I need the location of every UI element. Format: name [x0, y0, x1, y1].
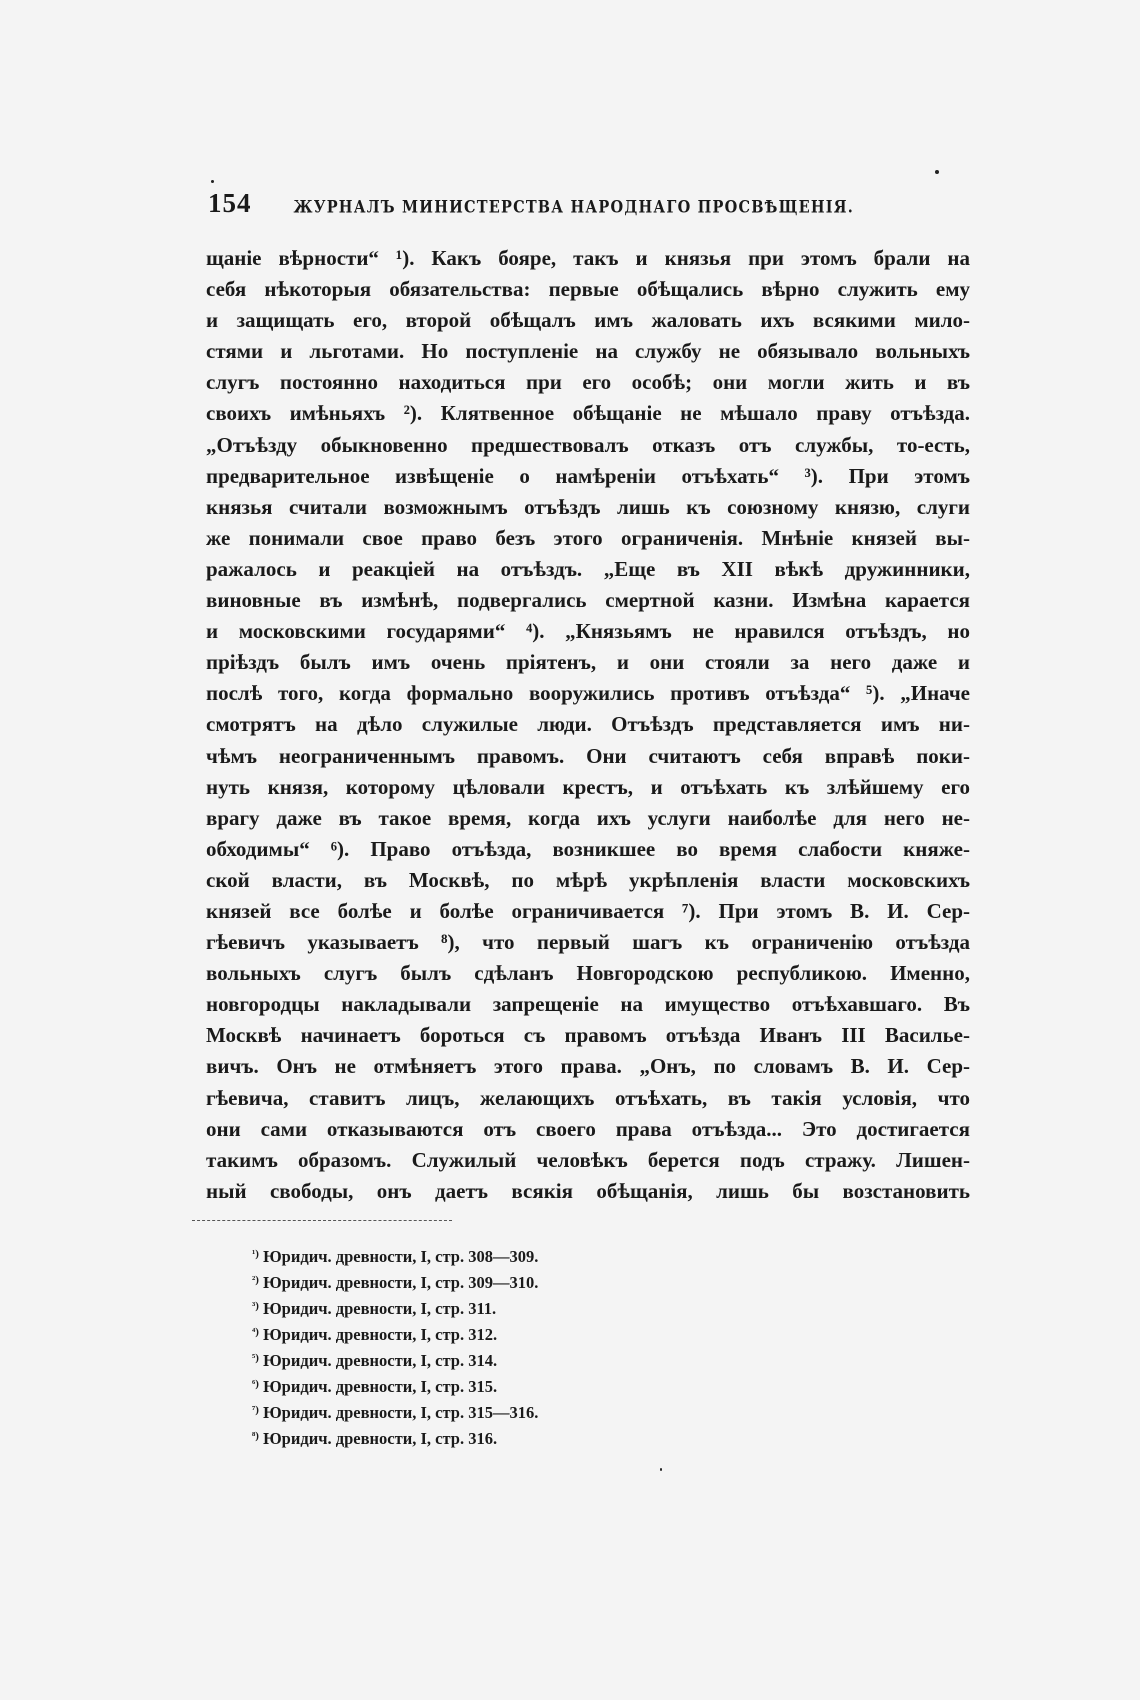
body-line: они сами отказываются отъ своего права отъѣзда... Это достигается [206, 1116, 970, 1141]
body-line: врагу даже въ такое время, когда ихъ услуги наиболѣе для него не- [206, 805, 970, 830]
footnote-text: Юридич. древности, I, стр. 311. [263, 1299, 497, 1318]
footnote-text: Юридич. древности, I, стр. 315—316. [263, 1403, 539, 1422]
body-line: себя нѣкоторыя обязательства: первые обѣщались вѣрно служить ему [206, 277, 970, 302]
body-line: вичъ. Онъ не отмѣняетъ этого права. „Онъ, по словамъ В. И. Сер- [206, 1054, 970, 1079]
footnote [252, 1397, 652, 1423]
footnote-mark: ⁶) [252, 1378, 259, 1390]
body-line: ражалось и реакціей на отъѣздъ. „Еще въ XII вѣкѣ дружинники, [206, 556, 970, 581]
body-line: своихъ имѣньяхъ ²). Клятвенное обѣщаніе не мѣшало праву отъѣзда. [206, 401, 970, 426]
body-line: вольныхъ слугъ былъ сдѣланъ Новгородскою республикою. Именно, [206, 961, 970, 986]
body-line: чѣмъ неограниченнымъ правомъ. Они считаютъ себя вправѣ поки- [206, 743, 970, 768]
body-text [206, 243, 970, 1207]
page-number: 154 [208, 188, 252, 218]
body-line: ской власти, въ Москвѣ, по мѣрѣ укрѣпленія власти московскихъ [206, 867, 970, 892]
footnote-text: Юридич. древности, I, стр. 308—309. [263, 1247, 539, 1266]
footnote-mark: ³) [252, 1300, 259, 1312]
footnote [252, 1345, 652, 1371]
body-line: новгородцы накладывали запрещеніе на имущество отъѣхавшаго. Въ [206, 992, 970, 1017]
body-line: и защищать его, второй обѣщалъ имъ жаловать ихъ всякими мило- [206, 308, 970, 333]
footnote-text: Юридич. древности, I, стр. 309—310. [263, 1273, 539, 1292]
footnote [252, 1241, 652, 1267]
footnote-text: Юридич. древности, I, стр. 314. [263, 1351, 498, 1370]
body-line: „Отъѣзду обыкновенно предшествовалъ отказъ отъ службы, то-есть, [206, 432, 970, 457]
footnote-text: Юридич. древности, I, стр. 315. [263, 1377, 498, 1396]
footnote-text: Юридич. древности, I, стр. 312. [263, 1325, 498, 1344]
ink-speck [935, 170, 939, 174]
footnote-mark: ²) [252, 1274, 259, 1286]
body-line: предварительное извѣщеніе о намѣреніи отъѣхать“ ³). При этомъ [206, 463, 970, 488]
footnote [252, 1423, 652, 1449]
footnote-mark: ⁵) [252, 1352, 259, 1364]
body-line: послѣ того, когда формально вооружились противъ отъѣзда“ ⁵). „Иначе [206, 681, 970, 706]
body-line: пріѣздъ былъ имъ очень пріятенъ, и они стояли за него даже и [206, 650, 970, 675]
body-line: ный свободы, онъ даетъ всякія обѣщанія, лишь бы возстановить [206, 1178, 970, 1203]
page-header [208, 188, 968, 222]
body-line: обходимы“ ⁶). Право отъѣзда, возникшее во время слабости княже- [206, 836, 970, 861]
body-line: гѣевичъ указываетъ ⁸), что первый шагъ къ ограниченію отъѣзда [206, 930, 970, 955]
body-line: князей все болѣе и болѣе ограничивается ⁷). При этомъ В. И. Сер- [206, 898, 970, 923]
footnote-separator [192, 1220, 452, 1221]
body-line: князья считали возможнымъ отъѣздъ лишь къ союзному князю, слуги [206, 494, 970, 519]
body-line: же понимали свое право безъ этого ограниченія. Мнѣніе князей вы- [206, 525, 970, 550]
body-line: такимъ образомъ. Служилый человѣкъ берется подъ стражу. Лишен- [206, 1147, 970, 1172]
footnote [252, 1371, 652, 1397]
footnote-mark: ⁴) [252, 1326, 259, 1338]
body-line: смотрятъ на дѣло служилые люди. Отъѣздъ представляется имъ ни- [206, 712, 970, 737]
body-line: Москвѣ начинаетъ бороться съ правомъ отъѣзда Иванъ III Василье- [206, 1023, 970, 1048]
ink-speck [211, 180, 214, 183]
body-line: и московскими государями“ ⁴). „Князьямъ не нравился отъѣздъ, но [206, 619, 970, 644]
body-line: слугъ постоянно находиться при его особѣ; они могли жить и въ [206, 370, 970, 395]
ink-speck [660, 1468, 662, 1471]
body-line: нуть князя, которому цѣловали крестъ, и отъѣхать къ злѣйшему его [206, 774, 970, 799]
footnote-mark: ⁸) [252, 1430, 259, 1442]
body-line: стями и льготами. Но поступленіе на службу не обязывало вольныхъ [206, 339, 970, 364]
running-title: ЖУРНАЛЪ МИНИСТЕРСТВА НАРОДНАГО ПРОСВѢЩЕНІЯ. [293, 197, 854, 218]
footnote [252, 1319, 652, 1345]
footnote [252, 1293, 652, 1319]
body-line: щаніе вѣрности“ ¹). Какъ бояре, такъ и князья при этомъ брали на [206, 246, 970, 270]
footnote-text: Юридич. древности, I, стр. 316. [263, 1429, 498, 1448]
footnote [252, 1267, 652, 1293]
footnote-mark: ⁷) [252, 1404, 259, 1416]
body-line: гѣевича, ставитъ лицъ, желающихъ отъѣхать, въ такія условія, что [206, 1085, 970, 1110]
body-line: виновные въ измѣнѣ, подвергались смертной казни. Измѣна карается [206, 588, 970, 613]
footnotes-list [252, 1241, 652, 1449]
footnote-mark: ¹) [252, 1248, 259, 1260]
